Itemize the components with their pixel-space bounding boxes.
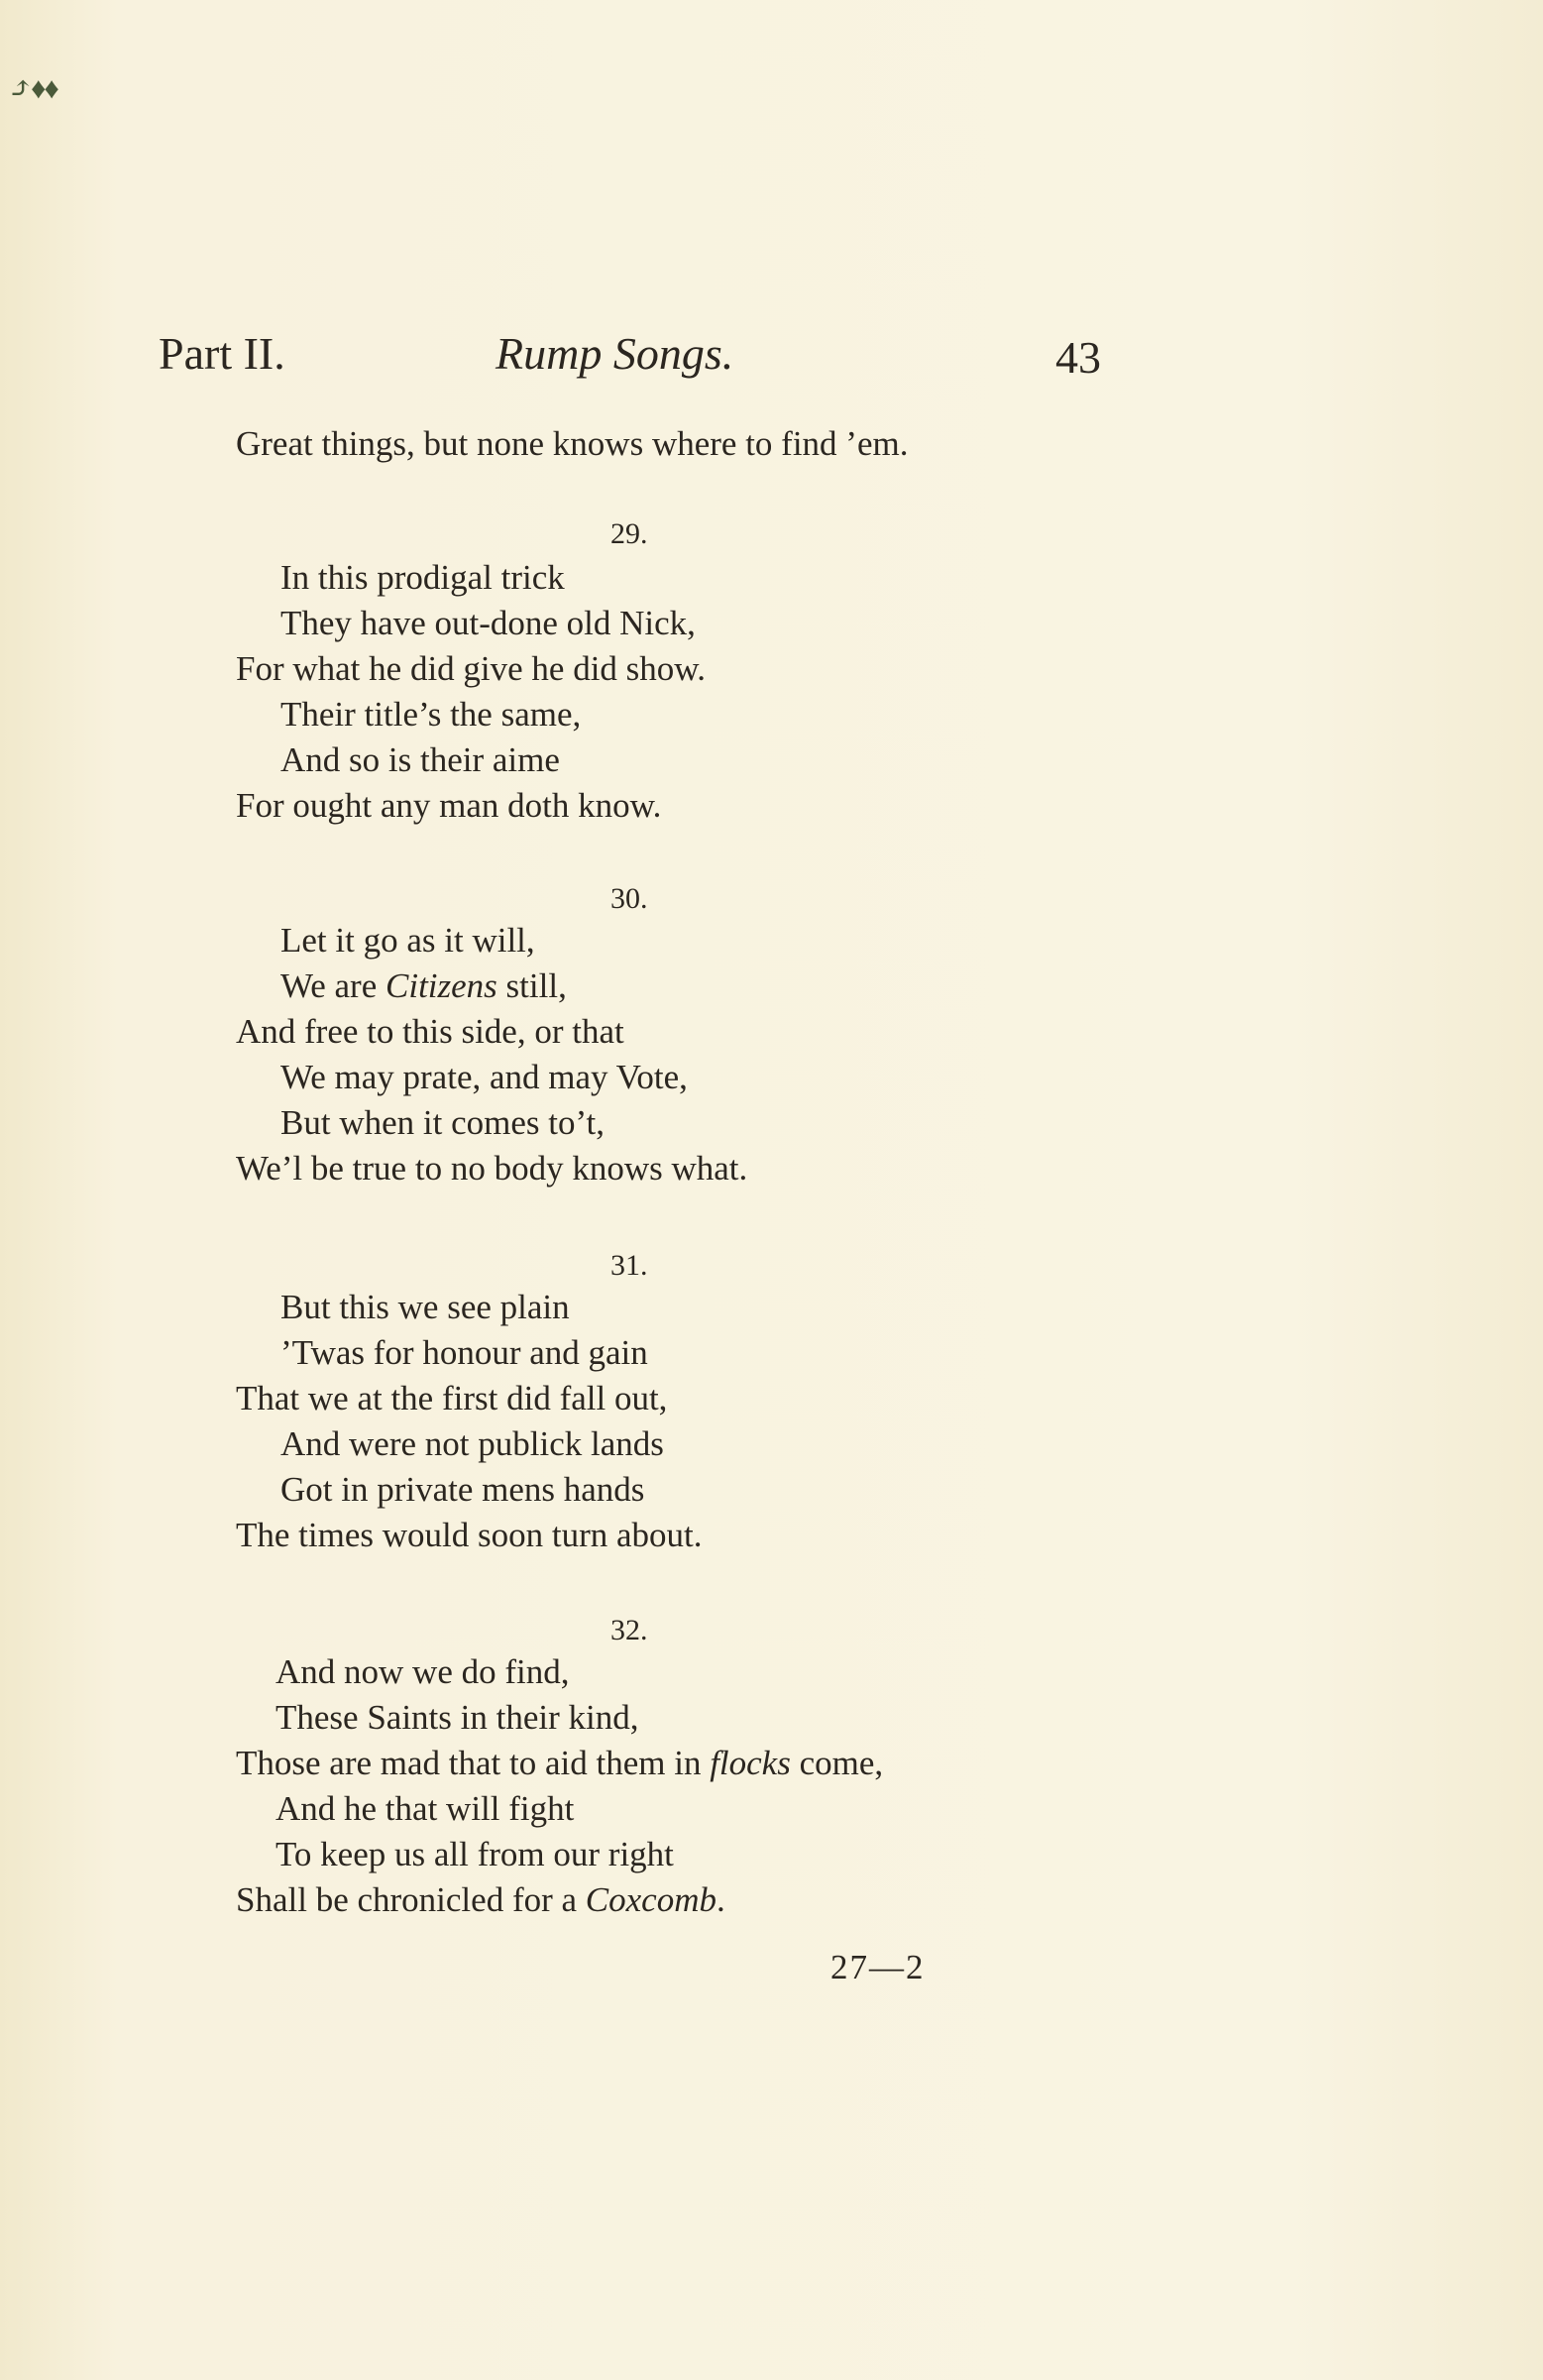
verse-line: In this prodigal trick xyxy=(280,558,565,597)
part-label: Part II. xyxy=(159,328,285,379)
page-number: 43 xyxy=(1055,332,1101,383)
corner-ornament: ⤴♦♦ xyxy=(8,72,57,105)
stanza-number: 30. xyxy=(610,882,648,915)
verse-line: That we at the first did fall out, xyxy=(236,1379,668,1417)
verse-line: To keep us all from our right xyxy=(276,1835,674,1873)
verse-line: And were not publick lands xyxy=(280,1424,664,1463)
verse-line: And he that will fight xyxy=(276,1789,575,1828)
verse-line: ’Twas for honour and gain xyxy=(280,1333,648,1372)
verse-line: And free to this side, or that xyxy=(236,1012,624,1051)
book-title: Rump Songs. xyxy=(496,328,734,379)
italic-word-coxcomb: Coxcomb xyxy=(585,1880,716,1919)
verse-line: We’l be true to no body knows what. xyxy=(236,1149,748,1188)
signature-mark: 27—2 xyxy=(830,1948,926,1986)
verse-line: The times would soon turn about. xyxy=(236,1516,703,1554)
verse-line: And so is their aime xyxy=(280,740,560,779)
italic-word-flocks: flocks xyxy=(710,1744,791,1782)
verse-line: These Saints in their kind, xyxy=(276,1698,639,1737)
verse-line: We may prate, and may Vote, xyxy=(280,1058,688,1096)
continued-verse-line: Great things, but none knows where to find ’em. xyxy=(236,424,909,463)
verse-line: Their title’s the same, xyxy=(280,695,582,734)
stanza-number: 31. xyxy=(610,1249,648,1282)
verse-line: For what he did give he did show. xyxy=(236,649,707,688)
verse-line: And now we do find, xyxy=(276,1652,570,1691)
verse-line: Shall be chronicled for a Coxcomb. xyxy=(236,1880,725,1919)
verse-line: But this we see plain xyxy=(280,1288,570,1326)
verse-line: We are Citizens still, xyxy=(280,966,567,1005)
running-head xyxy=(159,327,1110,397)
verse-line: Got in private mens hands xyxy=(280,1470,645,1509)
verse-line: Those are mad that to aid them in flocks come, xyxy=(236,1744,884,1782)
verse-line: They have out-done old Nick, xyxy=(280,604,696,642)
stanza-number: 32. xyxy=(610,1614,648,1646)
verse-line: Let it go as it will, xyxy=(280,921,535,960)
verse-line: For ought any man doth know. xyxy=(236,786,662,825)
italic-word-citizens: Citizens xyxy=(386,966,497,1005)
stanza-number: 29. xyxy=(610,517,648,550)
verse-line: But when it comes to’t, xyxy=(280,1103,605,1142)
